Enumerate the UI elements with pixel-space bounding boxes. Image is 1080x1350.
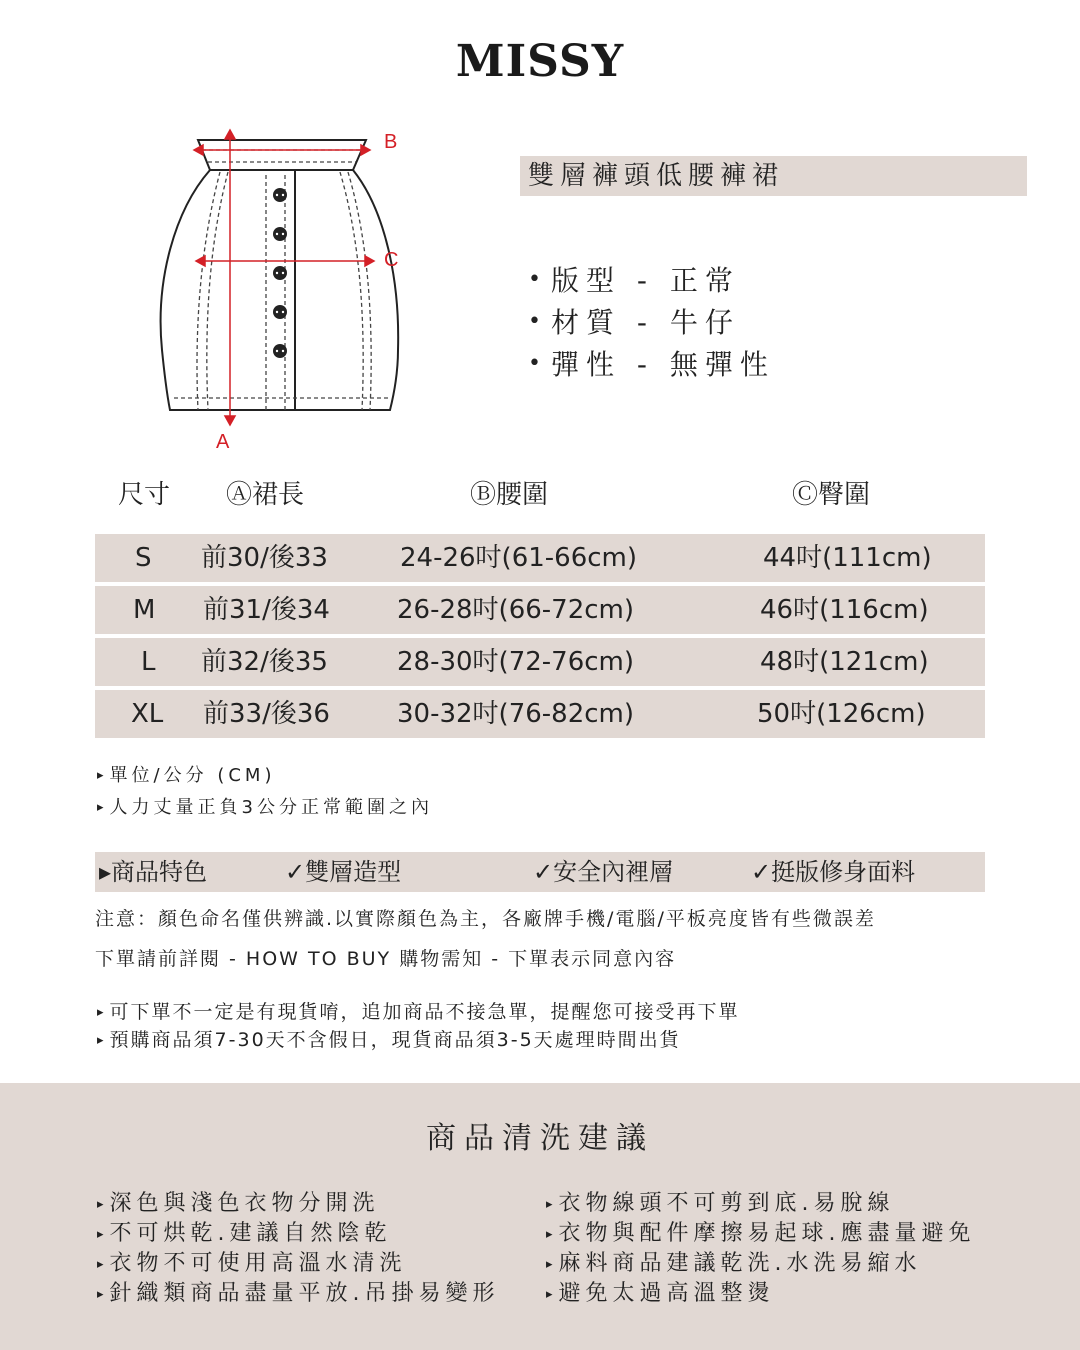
header-length: Ⓐ裙長 [226,480,305,510]
table-row [95,690,985,738]
feature-item: ✓安全內裡層 [533,858,674,886]
cell-length: 前31/後34 [203,595,330,625]
care-item: ▸ 衣物線頭不可剪到底.易脫線 [546,1191,895,1216]
feature-label: ▸商品特色 [99,858,208,886]
order-note-item: ▸ 預購商品須7-30天不含假日，現貨商品須3-5天處理時間出貨 [97,1029,681,1051]
care-item: ▸ 避免太過高溫整燙 [546,1281,775,1306]
spec-item [528,342,775,384]
order-note-item: ▸ 可下單不一定是有現貨唷，追加商品不接急單，提醒您可接受再下單 [97,1001,740,1023]
header-hip: Ⓒ臀圍 [792,480,871,510]
spec-text: 材質 - 牛仔 [550,306,740,339]
cell-size: S [135,543,152,573]
cell-length: 前32/後35 [201,647,328,677]
care-item: ▸ 衣物與配件摩擦易起球.應盡量避免 [546,1221,976,1246]
table-row [95,534,985,582]
cell-size: M [133,595,156,625]
measurement-notes [97,760,433,824]
header-size: 尺寸 [118,480,171,510]
table-row [95,586,985,634]
cell-size: L [141,647,156,677]
skirt-waistband [198,140,366,170]
spec-list [528,258,775,384]
cell-size: XL [131,699,164,729]
note-item: ▸ 單位/公分 (CM) [97,765,276,786]
care-list-left [97,1189,500,1309]
product-title: 雙層褲頭低腰褲裙 [520,156,1027,196]
care-item: ▸ 深色與淺色衣物分開洗 [97,1191,380,1216]
size-table [95,534,985,742]
care-item: ▸ 針織類商品盡量平放.吊掛易變形 [97,1281,500,1306]
cell-hip: 50吋(126cm) [757,699,926,729]
spec-item [528,258,775,300]
cell-length: 前30/後33 [201,543,328,573]
cell-waist: 30-32吋(76-82cm) [397,699,635,729]
cell-waist: 24-26吋(61-66cm) [400,543,638,573]
care-title: 商品清洗建議 [426,1121,654,1156]
care-list-right [546,1189,976,1309]
care-item: ▸ 衣物不可使用高溫水清洗 [97,1251,407,1276]
care-item: ▸ 不可烘乾.建議自然陰乾 [97,1221,392,1246]
table-row [95,638,985,686]
label-a: A [216,431,230,453]
care-item: ▸ 麻料商品建議乾洗.水洗易縮水 [546,1251,922,1276]
cell-length: 前33/後36 [203,699,330,729]
spec-bullet: • [528,266,541,292]
cell-hip: 48吋(121cm) [760,647,929,677]
brand-logo: MISSY [455,36,625,87]
skirt-diagram [150,120,420,460]
feature-item: ✓雙層造型 [285,858,402,886]
order-notes [97,998,740,1054]
cell-waist: 26-28吋(66-72cm) [397,595,635,625]
spec-text: 彈性 - 無彈性 [550,348,775,381]
spec-bullet: • [528,308,541,334]
spec-bullet: • [528,350,541,376]
spec-item [528,300,775,342]
cell-waist: 28-30吋(72-76cm) [397,647,635,677]
feature-bar [95,852,985,892]
header-waist: Ⓑ腰圍 [470,480,549,510]
how-to-buy-notice: 下單請前詳閱 - HOW TO BUY 購物需知 - 下單表示同意內容 [95,948,677,970]
care-section [0,1083,1080,1350]
spec-text: 版型 - 正常 [550,264,740,297]
cell-hip: 46吋(116cm) [760,595,929,625]
cell-hip: 44吋(111cm) [763,543,932,573]
note-item: ▸ 人力丈量正負3公分正常範圍之內 [97,797,433,818]
label-c: C [384,249,399,271]
color-notice: 注意：顏色命名僅供辨識.以實際顏色為主，各廠牌手機/電腦/平板亮度皆有些微誤差 [95,908,876,930]
label-b: B [384,131,398,153]
feature-item: ✓挺版修身面料 [751,858,916,886]
